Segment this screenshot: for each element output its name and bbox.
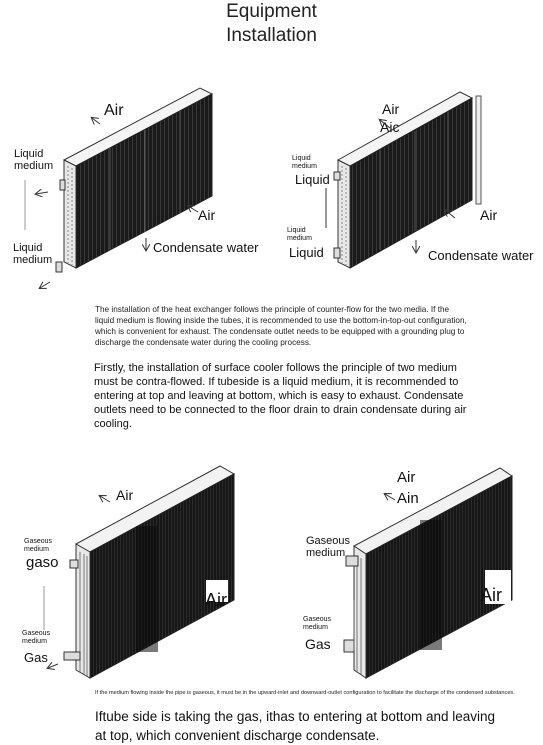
bl-air-right-label: Air xyxy=(205,590,227,610)
tr-air-top2-label: Aic xyxy=(380,119,400,135)
unit-bottom-left xyxy=(44,466,234,678)
unit-bottom-right xyxy=(344,468,512,678)
tl-air-right-label: Air xyxy=(198,207,216,223)
paragraph-gas-tube-side: Iftube side is taking the gas, ithas to entering at bottom and leaving at top, which convenient discharge condensate. xyxy=(95,709,496,743)
tl-liquid-medium-bottom-label: Liquid medium xyxy=(13,242,53,266)
tr-liquid-small-bottom-label: Liquid medium xyxy=(287,227,312,242)
tl-air-top-label: Air xyxy=(104,102,124,119)
tr-liquid-top-label: Liquid xyxy=(295,172,330,187)
bl-air-top-label: Air xyxy=(116,487,134,503)
bl-gaseous-small-top-label: Gaseous medium xyxy=(24,538,53,553)
tl-condensate-label: Condensate water xyxy=(153,240,259,255)
title-line-2: Installation xyxy=(226,25,317,46)
br-air-top-label: Air xyxy=(397,469,416,486)
tr-liquid-bottom-label: Liquid xyxy=(289,245,324,260)
tr-liquid-small-top-label: Liquid medium xyxy=(292,155,317,170)
bl-gas-label: Gas xyxy=(24,650,48,665)
unit-top-right xyxy=(326,92,481,268)
tl-liquid-medium-top-label: Liquid medium xyxy=(14,148,54,172)
paragraph-counterflow-liquid: The installation of the heat exchanger follows the principle of counter-flow for the two media. If the liquid medium is flowing inside the tubes, it is recommended to use the bottom-in-top-out configuration, which is convenient for exhaust. The condensate outlet needs to be equipped with a grounding plug to discharge the condensate water during the cooling process. xyxy=(95,305,467,347)
paragraph-gaseous-medium: If the medium flowing inside the pipe is gaseous, it must be in the upward-inlet and downward-outlet configuration to facilitate the discharge of the condensed substances. xyxy=(95,690,515,696)
br-gaseous-top-label: Gaseous medium xyxy=(306,535,351,559)
br-air-top2-label: Ain xyxy=(397,490,419,507)
br-gas-label: Gas xyxy=(305,636,331,652)
bl-gaseous-small-bottom-label: Gaseous medium xyxy=(22,630,51,645)
br-gaseous-small-bottom-label: Gaseous medium xyxy=(303,616,332,631)
bl-gaso-label: gaso xyxy=(26,554,59,571)
tr-air-top-label: Air xyxy=(382,101,400,117)
tr-air-right-label: Air xyxy=(480,207,498,223)
paragraph-surface-cooler: Firstly, the installation of surface cooler follows the principle of two medium must be contra-flowed. If tubeside is a liquid medium, it is recommended to entering at top and leaving at bottom, which is easy to exhaust. Condensate outlets need to be connected to the floor drain to drain condensate during air cooling. xyxy=(94,362,467,430)
br-air-right-label: Air xyxy=(480,585,502,605)
tr-condensate-label: Condensate water xyxy=(428,248,534,263)
title-line-1: Equipment xyxy=(226,1,317,22)
